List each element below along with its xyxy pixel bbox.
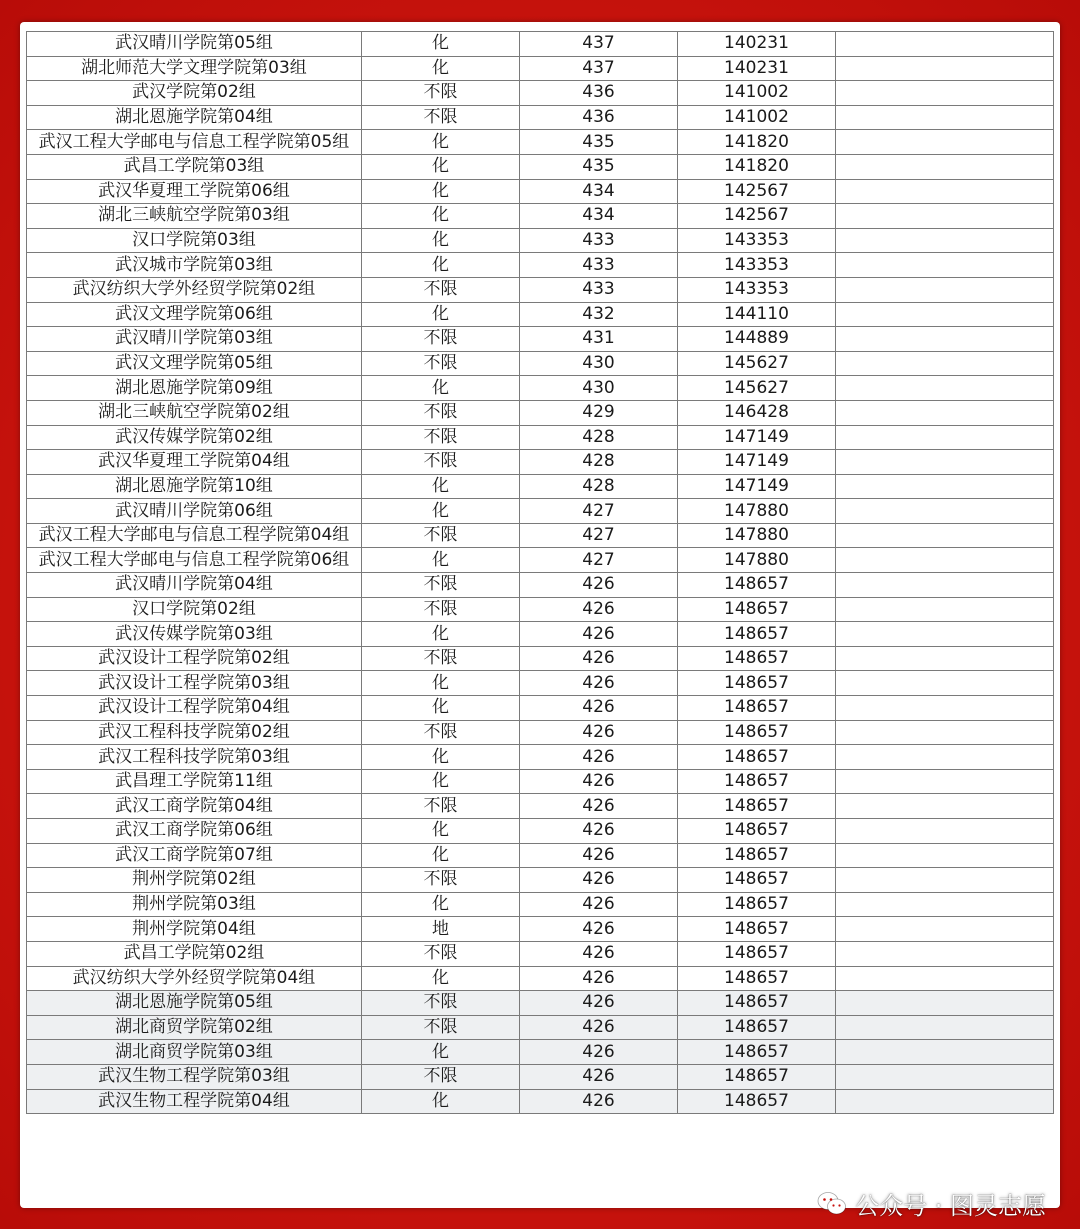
min-score-cell: 430: [520, 376, 678, 401]
table-row: [27, 1040, 1054, 1065]
min-score-cell: 426: [520, 622, 678, 647]
school-name-cell: 武汉晴川学院第06组: [27, 499, 362, 524]
min-score-cell: 433: [520, 228, 678, 253]
min-score-cell: 426: [520, 597, 678, 622]
subject-requirement-cell: 化: [362, 56, 520, 81]
rank-cell: 148657: [678, 720, 836, 745]
note-cell: [836, 302, 1054, 327]
rank-cell: 141002: [678, 105, 836, 130]
rank-cell: 147880: [678, 499, 836, 524]
subject-requirement-cell: 化: [362, 154, 520, 179]
subject-requirement-cell: 不限: [362, 400, 520, 425]
table-row: [27, 1089, 1054, 1114]
school-name-cell: 湖北商贸学院第03组: [27, 1040, 362, 1065]
school-name-cell: 汉口学院第03组: [27, 228, 362, 253]
min-score-cell: 432: [520, 302, 678, 327]
school-name-cell: 湖北恩施学院第05组: [27, 991, 362, 1016]
rank-cell: 148657: [678, 671, 836, 696]
subject-requirement-cell: 化: [362, 499, 520, 524]
rank-cell: 148657: [678, 1089, 836, 1114]
rank-cell: 148657: [678, 917, 836, 942]
subject-requirement-cell: 不限: [362, 597, 520, 622]
school-name-cell: 湖北师范大学文理学院第03组: [27, 56, 362, 81]
school-name-cell: 武汉传媒学院第02组: [27, 425, 362, 450]
table-row: [27, 523, 1054, 548]
rank-cell: 141820: [678, 130, 836, 155]
watermark-text: 公众号 · 图灵志愿: [855, 1192, 1046, 1220]
school-name-cell: 武汉工商学院第07组: [27, 843, 362, 868]
school-name-cell: 武汉文理学院第05组: [27, 351, 362, 376]
school-name-cell: 湖北恩施学院第04组: [27, 105, 362, 130]
min-score-cell: 426: [520, 991, 678, 1016]
rank-cell: 148657: [678, 819, 836, 844]
note-cell: [836, 1064, 1054, 1089]
note-cell: [836, 81, 1054, 106]
note-cell: [836, 32, 1054, 57]
note-cell: [836, 1089, 1054, 1114]
subject-requirement-cell: 化: [362, 548, 520, 573]
subject-requirement-cell: 化: [362, 819, 520, 844]
subject-requirement-cell: 化: [362, 1089, 520, 1114]
table-row: [27, 277, 1054, 302]
table-row: [27, 179, 1054, 204]
table-row: [27, 351, 1054, 376]
subject-requirement-cell: 化: [362, 302, 520, 327]
note-cell: [836, 597, 1054, 622]
note-cell: [836, 573, 1054, 598]
table-row: [27, 302, 1054, 327]
note-cell: [836, 696, 1054, 721]
min-score-cell: 436: [520, 105, 678, 130]
table-row: [27, 892, 1054, 917]
rank-cell: 147880: [678, 523, 836, 548]
subject-requirement-cell: 化: [362, 769, 520, 794]
subject-requirement-cell: 化: [362, 622, 520, 647]
table-row: [27, 425, 1054, 450]
note-cell: [836, 622, 1054, 647]
rank-cell: 142567: [678, 204, 836, 229]
table-row: [27, 1064, 1054, 1089]
note-cell: [836, 425, 1054, 450]
table-row: [27, 745, 1054, 770]
school-name-cell: 湖北商贸学院第02组: [27, 1015, 362, 1040]
table-row: [27, 622, 1054, 647]
table-row: [27, 253, 1054, 278]
subject-requirement-cell: 不限: [362, 991, 520, 1016]
note-cell: [836, 351, 1054, 376]
table-row: [27, 81, 1054, 106]
school-name-cell: 汉口学院第02组: [27, 597, 362, 622]
rank-cell: 141002: [678, 81, 836, 106]
table-row: [27, 696, 1054, 721]
table-row: [27, 450, 1054, 475]
school-name-cell: 武汉传媒学院第03组: [27, 622, 362, 647]
min-score-cell: 426: [520, 1040, 678, 1065]
rank-cell: 148657: [678, 868, 836, 893]
rank-cell: 147149: [678, 450, 836, 475]
table-row: [27, 376, 1054, 401]
subject-requirement-cell: 地: [362, 917, 520, 942]
subject-requirement-cell: 不限: [362, 425, 520, 450]
rank-cell: 148657: [678, 622, 836, 647]
rank-cell: 141820: [678, 154, 836, 179]
min-score-cell: 426: [520, 1089, 678, 1114]
school-name-cell: 湖北恩施学院第10组: [27, 474, 362, 499]
table-row: [27, 917, 1054, 942]
subject-requirement-cell: 不限: [362, 450, 520, 475]
school-name-cell: 武汉生物工程学院第04组: [27, 1089, 362, 1114]
note-cell: [836, 843, 1054, 868]
min-score-cell: 426: [520, 745, 678, 770]
rank-cell: 148657: [678, 991, 836, 1016]
rank-cell: 145627: [678, 376, 836, 401]
subject-requirement-cell: 化: [362, 376, 520, 401]
table-row: [27, 1015, 1054, 1040]
rank-cell: 145627: [678, 351, 836, 376]
rank-cell: 143353: [678, 253, 836, 278]
note-cell: [836, 892, 1054, 917]
min-score-cell: 426: [520, 819, 678, 844]
rank-cell: 148657: [678, 745, 836, 770]
school-name-cell: 武汉晴川学院第03组: [27, 327, 362, 352]
school-name-cell: 武昌工学院第02组: [27, 941, 362, 966]
watermark: [817, 1186, 1046, 1221]
note-cell: [836, 179, 1054, 204]
note-cell: [836, 376, 1054, 401]
subject-requirement-cell: 不限: [362, 277, 520, 302]
subject-requirement-cell: 不限: [362, 646, 520, 671]
min-score-cell: 434: [520, 179, 678, 204]
table-row: [27, 966, 1054, 991]
min-score-cell: 426: [520, 646, 678, 671]
min-score-cell: 428: [520, 450, 678, 475]
school-name-cell: 武汉工商学院第06组: [27, 819, 362, 844]
subject-requirement-cell: 化: [362, 32, 520, 57]
subject-requirement-cell: 化: [362, 474, 520, 499]
school-name-cell: 武汉设计工程学院第02组: [27, 646, 362, 671]
note-cell: [836, 819, 1054, 844]
rank-cell: 148657: [678, 941, 836, 966]
min-score-cell: 426: [520, 941, 678, 966]
school-name-cell: 武汉文理学院第06组: [27, 302, 362, 327]
min-score-cell: 435: [520, 154, 678, 179]
table-row: [27, 105, 1054, 130]
rank-cell: 148657: [678, 843, 836, 868]
subject-requirement-cell: 不限: [362, 720, 520, 745]
table-row: [27, 794, 1054, 819]
school-name-cell: 湖北三峡航空学院第02组: [27, 400, 362, 425]
note-cell: [836, 56, 1054, 81]
school-name-cell: 武汉工程大学邮电与信息工程学院第04组: [27, 523, 362, 548]
school-name-cell: 武汉工程大学邮电与信息工程学院第06组: [27, 548, 362, 573]
subject-requirement-cell: 化: [362, 228, 520, 253]
rank-cell: 140231: [678, 32, 836, 57]
table-row: [27, 327, 1054, 352]
subject-requirement-cell: 化: [362, 1040, 520, 1065]
min-score-cell: 426: [520, 696, 678, 721]
note-cell: [836, 228, 1054, 253]
note-cell: [836, 499, 1054, 524]
school-name-cell: 武汉设计工程学院第03组: [27, 671, 362, 696]
min-score-cell: 427: [520, 499, 678, 524]
score-table: [26, 31, 1054, 1114]
rank-cell: 144110: [678, 302, 836, 327]
rank-cell: 142567: [678, 179, 836, 204]
school-name-cell: 荆州学院第03组: [27, 892, 362, 917]
school-name-cell: 武汉生物工程学院第03组: [27, 1064, 362, 1089]
subject-requirement-cell: 化: [362, 696, 520, 721]
note-cell: [836, 523, 1054, 548]
subject-requirement-cell: 不限: [362, 351, 520, 376]
table-row: [27, 868, 1054, 893]
school-name-cell: 武昌工学院第03组: [27, 154, 362, 179]
min-score-cell: 428: [520, 425, 678, 450]
table-row: [27, 671, 1054, 696]
min-score-cell: 426: [520, 720, 678, 745]
note-cell: [836, 1040, 1054, 1065]
rank-cell: 147149: [678, 425, 836, 450]
note-cell: [836, 794, 1054, 819]
min-score-cell: 426: [520, 671, 678, 696]
min-score-cell: 426: [520, 868, 678, 893]
table-row: [27, 819, 1054, 844]
note-cell: [836, 204, 1054, 229]
school-name-cell: 武汉学院第02组: [27, 81, 362, 106]
note-cell: [836, 400, 1054, 425]
rank-cell: 148657: [678, 966, 836, 991]
subject-requirement-cell: 化: [362, 966, 520, 991]
subject-requirement-cell: 化: [362, 745, 520, 770]
note-cell: [836, 548, 1054, 573]
note-cell: [836, 1015, 1054, 1040]
min-score-cell: 426: [520, 843, 678, 868]
table-row: [27, 400, 1054, 425]
school-name-cell: 武昌理工学院第11组: [27, 769, 362, 794]
table-row: [27, 32, 1054, 57]
table-row: [27, 204, 1054, 229]
min-score-cell: 426: [520, 794, 678, 819]
school-name-cell: 武汉纺织大学外经贸学院第02组: [27, 277, 362, 302]
rank-cell: 148657: [678, 1040, 836, 1065]
min-score-cell: 437: [520, 32, 678, 57]
school-name-cell: 武汉工程大学邮电与信息工程学院第05组: [27, 130, 362, 155]
school-name-cell: 武汉工程科技学院第03组: [27, 745, 362, 770]
min-score-cell: 433: [520, 253, 678, 278]
table-row: [27, 720, 1054, 745]
subject-requirement-cell: 不限: [362, 327, 520, 352]
rank-cell: 148657: [678, 1064, 836, 1089]
note-cell: [836, 474, 1054, 499]
min-score-cell: 427: [520, 548, 678, 573]
subject-requirement-cell: 化: [362, 179, 520, 204]
note-cell: [836, 720, 1054, 745]
table-row: [27, 769, 1054, 794]
subject-requirement-cell: 化: [362, 253, 520, 278]
school-name-cell: 武汉设计工程学院第04组: [27, 696, 362, 721]
school-name-cell: 武汉华夏理工学院第04组: [27, 450, 362, 475]
table-row: [27, 474, 1054, 499]
rank-cell: 148657: [678, 646, 836, 671]
rank-cell: 143353: [678, 277, 836, 302]
rank-cell: 148657: [678, 769, 836, 794]
rank-cell: 140231: [678, 56, 836, 81]
table-row: [27, 548, 1054, 573]
school-name-cell: 湖北恩施学院第09组: [27, 376, 362, 401]
note-cell: [836, 917, 1054, 942]
table-row: [27, 991, 1054, 1016]
min-score-cell: 429: [520, 400, 678, 425]
min-score-cell: 437: [520, 56, 678, 81]
table-row: [27, 130, 1054, 155]
rank-cell: 143353: [678, 228, 836, 253]
rank-cell: 148657: [678, 696, 836, 721]
school-name-cell: 武汉工商学院第04组: [27, 794, 362, 819]
min-score-cell: 436: [520, 81, 678, 106]
table-row: [27, 573, 1054, 598]
note-cell: [836, 646, 1054, 671]
rank-cell: 148657: [678, 794, 836, 819]
table-row: [27, 154, 1054, 179]
note-cell: [836, 745, 1054, 770]
subject-requirement-cell: 不限: [362, 1015, 520, 1040]
min-score-cell: 426: [520, 1064, 678, 1089]
subject-requirement-cell: 不限: [362, 573, 520, 598]
note-cell: [836, 868, 1054, 893]
score-table-body: [27, 32, 1054, 1114]
wechat-icon: [817, 1191, 847, 1217]
min-score-cell: 426: [520, 966, 678, 991]
min-score-cell: 426: [520, 892, 678, 917]
subject-requirement-cell: 不限: [362, 105, 520, 130]
subject-requirement-cell: 不限: [362, 794, 520, 819]
rank-cell: 146428: [678, 400, 836, 425]
rank-cell: 148657: [678, 573, 836, 598]
min-score-cell: 435: [520, 130, 678, 155]
note-cell: [836, 671, 1054, 696]
school-name-cell: 武汉城市学院第03组: [27, 253, 362, 278]
school-name-cell: 武汉华夏理工学院第06组: [27, 179, 362, 204]
school-name-cell: 武汉晴川学院第05组: [27, 32, 362, 57]
note-cell: [836, 105, 1054, 130]
school-name-cell: 荆州学院第02组: [27, 868, 362, 893]
note-cell: [836, 769, 1054, 794]
min-score-cell: 431: [520, 327, 678, 352]
subject-requirement-cell: 化: [362, 671, 520, 696]
min-score-cell: 426: [520, 573, 678, 598]
rank-cell: 148657: [678, 892, 836, 917]
note-cell: [836, 991, 1054, 1016]
note-cell: [836, 277, 1054, 302]
subject-requirement-cell: 不限: [362, 523, 520, 548]
table-row: [27, 843, 1054, 868]
subject-requirement-cell: 不限: [362, 941, 520, 966]
rank-cell: 148657: [678, 1015, 836, 1040]
min-score-cell: 426: [520, 1015, 678, 1040]
table-row: [27, 228, 1054, 253]
rank-cell: 144889: [678, 327, 836, 352]
subject-requirement-cell: 化: [362, 892, 520, 917]
note-cell: [836, 450, 1054, 475]
school-name-cell: 湖北三峡航空学院第03组: [27, 204, 362, 229]
min-score-cell: 430: [520, 351, 678, 376]
min-score-cell: 427: [520, 523, 678, 548]
note-cell: [836, 130, 1054, 155]
note-cell: [836, 154, 1054, 179]
score-table-sheet: [20, 22, 1060, 1208]
table-row: [27, 646, 1054, 671]
note-cell: [836, 253, 1054, 278]
subject-requirement-cell: 不限: [362, 868, 520, 893]
min-score-cell: 433: [520, 277, 678, 302]
table-row: [27, 597, 1054, 622]
note-cell: [836, 327, 1054, 352]
table-row: [27, 499, 1054, 524]
min-score-cell: 426: [520, 769, 678, 794]
school-name-cell: 荆州学院第04组: [27, 917, 362, 942]
rank-cell: 147149: [678, 474, 836, 499]
rank-cell: 148657: [678, 597, 836, 622]
min-score-cell: 428: [520, 474, 678, 499]
min-score-cell: 434: [520, 204, 678, 229]
table-row: [27, 56, 1054, 81]
min-score-cell: 426: [520, 917, 678, 942]
rank-cell: 147880: [678, 548, 836, 573]
school-name-cell: 武汉纺织大学外经贸学院第04组: [27, 966, 362, 991]
subject-requirement-cell: 不限: [362, 81, 520, 106]
subject-requirement-cell: 不限: [362, 1064, 520, 1089]
note-cell: [836, 941, 1054, 966]
subject-requirement-cell: 化: [362, 843, 520, 868]
subject-requirement-cell: 化: [362, 204, 520, 229]
school-name-cell: 武汉工程科技学院第02组: [27, 720, 362, 745]
note-cell: [836, 966, 1054, 991]
subject-requirement-cell: 化: [362, 130, 520, 155]
school-name-cell: 武汉晴川学院第04组: [27, 573, 362, 598]
table-row: [27, 941, 1054, 966]
